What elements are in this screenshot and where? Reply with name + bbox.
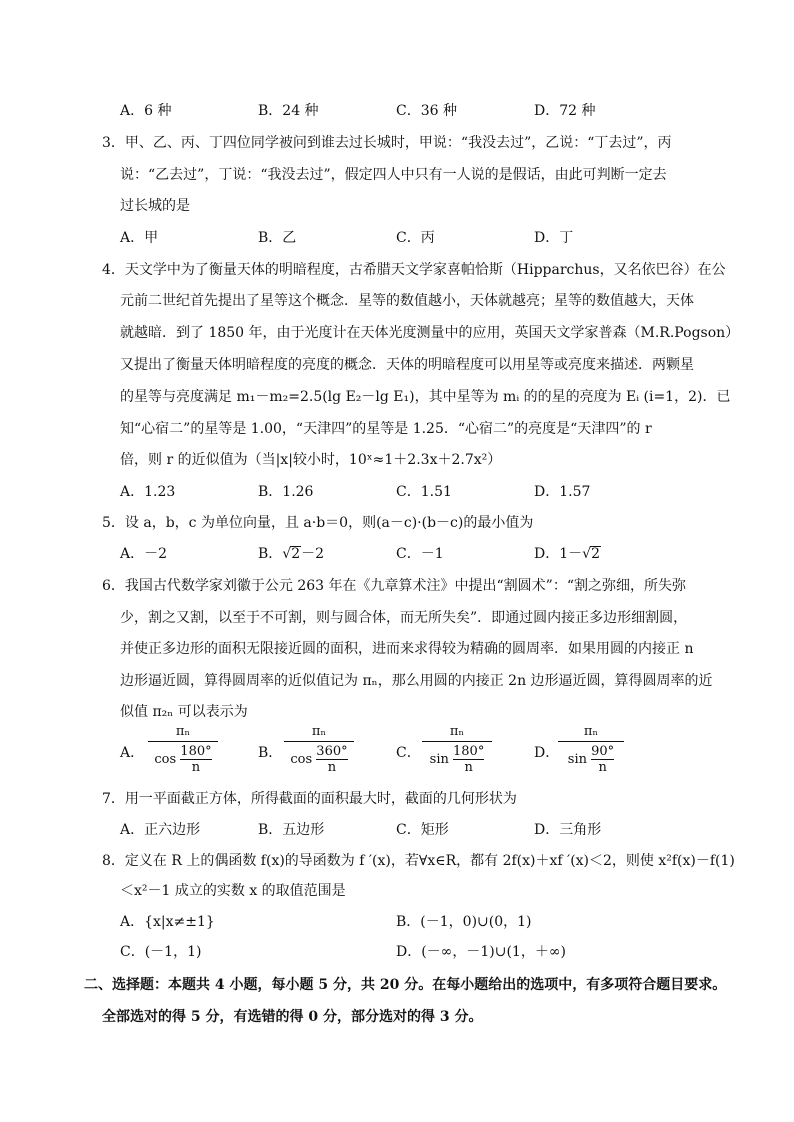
q6-option-d-divisor: n: [591, 759, 614, 775]
q5-option-d-label: D．1－: [534, 546, 583, 562]
q4-option-a: A．1.23: [120, 484, 176, 500]
q4-stem-line-1: 4．天文学中为了衡量天体的明暗程度，古希腊天文学家喜帕恰斯（Hipparchus，又名依巴谷）在公: [102, 262, 726, 278]
q6-option-c-angle: 180°: [453, 744, 485, 759]
q3-stem-line-3: 过长城的是: [120, 198, 190, 214]
q6-option-d-denominator: [558, 744, 624, 775]
q5-option-b-tail: －2: [301, 546, 325, 562]
q6-stem-line-1: 6．我国古代数学家刘徽于公元 263 年在《九章算术注》中提出“割圆术”：“割之弥细，所失弥: [102, 578, 686, 594]
q6-option-d-numerator: πₙ: [583, 724, 599, 739]
q2-option-c: C．36 种: [396, 103, 457, 119]
q8-option-c: C．(－1，1): [120, 944, 202, 960]
q6-option-c: [396, 722, 506, 776]
section2-heading-line-2: 全部选对的得 5 分，有选错的得 0 分，部分选对的得 3 分。: [102, 1009, 483, 1025]
q6-option-b-angle: 360°: [316, 744, 348, 759]
q6-option-b-denominator: [284, 744, 354, 775]
q3-option-c: C．丙: [396, 230, 435, 246]
q6-option-d: [534, 722, 644, 776]
q6-stem-line-5: 似值 π₂ₙ 可以表示为: [120, 704, 248, 720]
q4-stem-line-2: 元前二世纪首先提出了星等这个概念．星等的数值越小，天体就越亮；星等的数值越大，天体: [120, 293, 694, 309]
sqrt-icon: √: [582, 546, 592, 562]
q8-option-b: B．(－1，0)∪(0，1): [396, 914, 532, 930]
q6-option-b-numerator: πₙ: [311, 724, 327, 739]
q6-option-b-fn: cos: [290, 752, 313, 767]
q6-option-d-angle: 90°: [591, 744, 615, 759]
q5-option-b: [258, 545, 324, 563]
q6-option-a-fn: cos: [154, 752, 177, 767]
q8-stem-line-1: 8．定义在 R 上的偶函数 f(x)的导函数为 f ′(x)，若∀x∈R，都有 2f(x)＋xf ′(x)＜2，则使 x²f(x)－f(1): [102, 853, 735, 869]
q6-option-a-numerator: πₙ: [175, 724, 191, 739]
q6-option-b-divisor: n: [316, 759, 347, 775]
q6-option-a-denominator: [148, 744, 218, 775]
q4-option-c: C．1.51: [396, 484, 452, 500]
q6-option-c-fn: sin: [429, 752, 449, 767]
q5-option-d: [534, 545, 601, 563]
q5-option-c: C．－1: [396, 546, 444, 562]
q4-stem-line-3: 就越暗．到了 1850 年，由于光度计在天体光度测量中的应用，英国天文学家普森（M.R.Pogson）: [120, 325, 740, 341]
q6-option-b-label: B．: [258, 745, 283, 761]
sqrt-icon: √: [282, 546, 292, 562]
q6-option-c-divisor: n: [453, 759, 484, 775]
q6-option-c-numerator: πₙ: [449, 724, 465, 739]
q4-stem-line-5: 的星等与亮度满足 m₁－m₂=2.5(lg E₂－lg E₁)，其中星等为 mᵢ 的的星的亮度为 Eᵢ (i=1，2)．已: [120, 389, 731, 405]
q3-option-b: B．乙: [258, 230, 297, 246]
q8-option-a: A．{x|x≠±1}: [120, 914, 215, 930]
q6-stem-line-4: 边形逼近圆，算得圆周率的近似值记为 πₙ，那么用圆的内接正 2n 边形逼近圆，算得圆周率的近: [120, 673, 713, 689]
q5-option-d-radicand: 2: [591, 546, 600, 562]
q6-option-a: [120, 722, 230, 776]
q2-option-d: D．72 种: [534, 103, 596, 119]
section2-heading-line-1: 二、选择题：本题共 4 小题，每小题 5 分，共 20 分。在每小题给出的选项中，有多项符合题目要求。: [84, 977, 727, 993]
q5-option-a: A．－2: [120, 546, 168, 562]
q2-option-a: A．6 种: [120, 103, 172, 119]
q8-stem-line-2: ＜x²－1 成立的实数 x 的取值范围是: [120, 883, 346, 899]
q4-option-b: B．1.26: [258, 484, 314, 500]
q7-stem: 7．用一平面截正方体，所得截面的面积最大时，截面的几何形状为: [102, 791, 517, 807]
q2-option-b: B．24 种: [258, 103, 319, 119]
q4-stem-line-4: 又提出了衡量天体明暗程度的亮度的概念．天体的明暗程度可以用星等或亮度来描述．两颗星: [120, 357, 694, 373]
q7-option-a: A．正六边形: [120, 822, 201, 838]
q3-option-d: D．丁: [534, 230, 574, 246]
q6-option-a-angle: 180°: [180, 744, 212, 759]
q4-option-d: D．1.57: [534, 484, 591, 500]
q3-option-a: A．甲: [120, 230, 159, 246]
q6-stem-line-3: 并使正多边形的面积无限接近圆的面积，进而来求得较为精确的圆周率．如果用圆的内接正 n: [120, 641, 694, 657]
q6-stem-line-2: 少，割之又割，以至于不可割，则与圆合体，而无所失矣”．即通过圆内接正多边形细割圆，: [120, 610, 688, 626]
q6-option-c-denominator: [422, 744, 492, 775]
q7-option-c: C．矩形: [396, 822, 449, 838]
q6-option-c-label: C．: [396, 745, 421, 761]
q5-option-b-label: B．: [258, 546, 283, 562]
q8-option-d: D．(－∞，－1)∪(1，＋∞): [396, 944, 566, 960]
q6-option-d-label: D．: [534, 745, 560, 761]
q7-option-d: D．三角形: [534, 822, 602, 838]
q7-option-b: B．五边形: [258, 822, 325, 838]
q3-stem-line-2: 说：“乙去过”，丁说：“我没去过”，假定四人中只有一人说的是假话，由此可判断一定去: [120, 167, 667, 183]
q3-stem-line-1: 3．甲、乙、丙、丁四位同学被问到谁去过长城时，甲说：“我没去过”，乙说：“丁去过”，丙: [102, 135, 672, 151]
q6-option-b: [258, 722, 368, 776]
q4-stem-line-6: 知“心宿二”的星等是 1.00，“天津四”的星等是 1.25．“心宿二”的亮度是“天津四”的 r: [120, 421, 652, 437]
q4-stem-line-7: 倍，则 r 的近似值为（当|x|较小时，10ˣ≈1＋2.3x＋2.7x²）: [120, 452, 502, 468]
q6-option-d-fn: sin: [567, 752, 587, 767]
q5-option-b-radicand: 2: [291, 546, 301, 562]
q5-stem: 5．设 a，b，c 为单位向量，且 a·b＝0，则(a－c)·(b－c)的最小值为: [102, 515, 534, 531]
q6-option-a-divisor: n: [180, 759, 211, 775]
q6-option-a-label: A．: [120, 745, 145, 761]
